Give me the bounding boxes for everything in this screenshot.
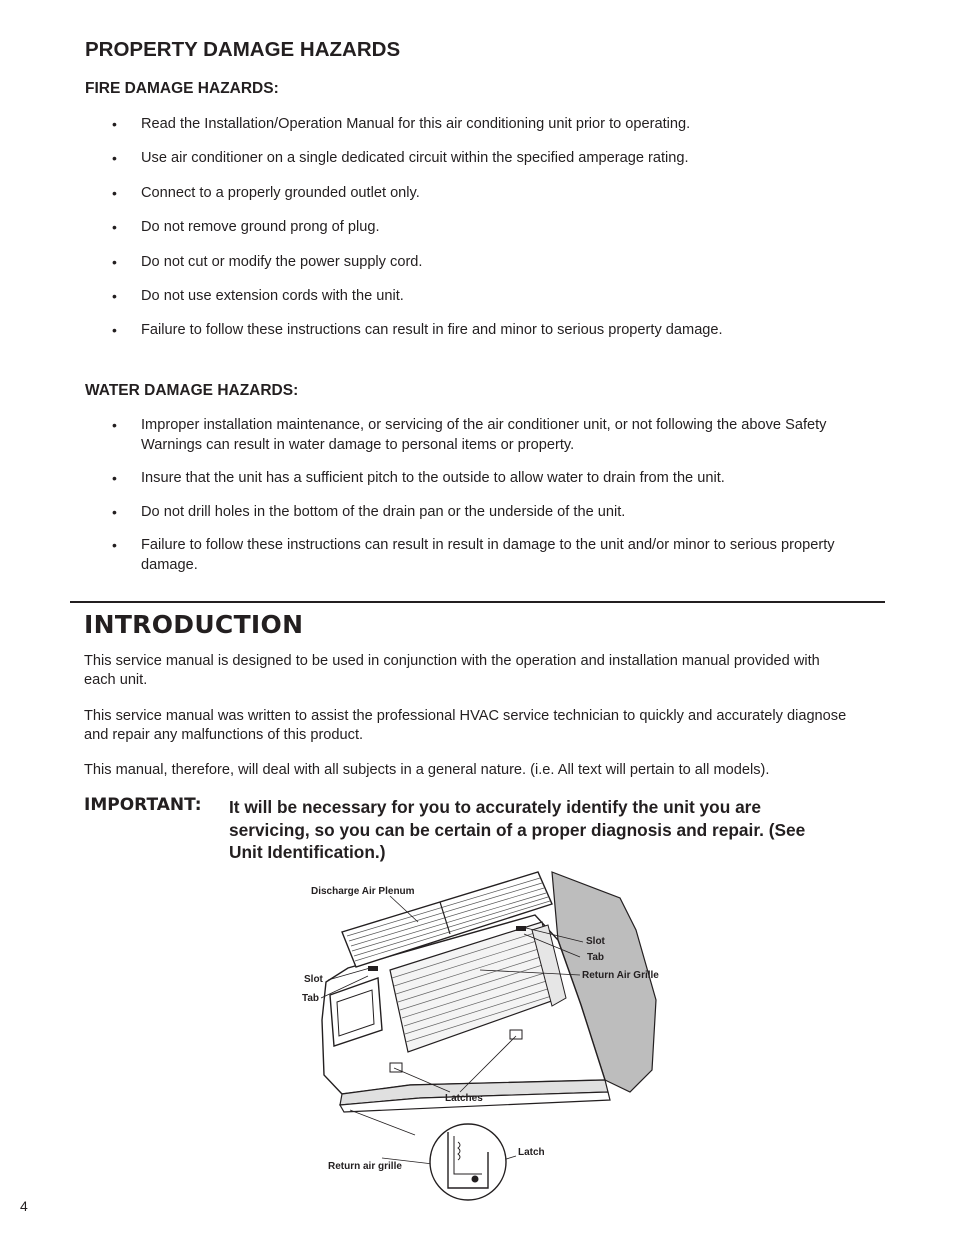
introduction-title: INTRODUCTION bbox=[84, 610, 304, 639]
important-label: IMPORTANT: bbox=[84, 795, 202, 815]
label-latch: Latch bbox=[518, 1147, 545, 1158]
label-discharge-air-plenum: Discharge Air Plenum bbox=[311, 886, 415, 897]
list-item: • Improper installation maintenance, or servicing of the air conditioner unit, or not following the above Safety Warnings can result in water damage to personal items or property. bbox=[112, 416, 852, 455]
label-tab: Tab bbox=[587, 952, 605, 963]
list-item: • Insure that the unit has a sufficient pitch to the outside to allow water to drain from the unit. bbox=[112, 469, 852, 489]
list-item: • Read the Installation/Operation Manual for this air conditioning unit prior to operating. bbox=[112, 115, 852, 135]
list-item: • Connect to a properly grounded outlet only. bbox=[112, 184, 852, 204]
water-hazards-list bbox=[112, 416, 852, 589]
label-return-air-grille: Return Air Grille bbox=[582, 970, 659, 981]
section-divider bbox=[70, 601, 885, 603]
label-return-air-grille-detail: Return air grille bbox=[328, 1161, 402, 1172]
list-item: • Do not remove ground prong of plug. bbox=[112, 218, 852, 238]
intro-paragraph: This service manual is designed to be used in conjunction with the operation and installation manual provided with each unit. bbox=[84, 653, 820, 688]
list-item: • Failure to follow these instructions can result in fire and minor to serious property damage. bbox=[112, 321, 852, 341]
fire-hazards-heading: FIRE DAMAGE HAZARDS: bbox=[85, 80, 279, 97]
unit-grille-diagram bbox=[290, 870, 680, 1205]
page-number: 4 bbox=[20, 1198, 28, 1214]
label-tab: Tab bbox=[302, 993, 320, 1004]
label-slot: Slot bbox=[304, 974, 323, 985]
intro-paragraph: This manual, therefore, will deal with all subjects in a general nature. (i.e. All text will pertain to all models). bbox=[84, 762, 770, 778]
list-item: • Use air conditioner on a single dedicated circuit within the specified amperage rating. bbox=[112, 149, 852, 169]
label-latches: Latches bbox=[445, 1093, 483, 1104]
important-note: It will be necessary for you to accurately identify the unit you are servicing, so you can be certain of a proper diagnosis and repair. (See Unit Identification.) bbox=[229, 797, 806, 862]
water-hazards-heading: WATER DAMAGE HAZARDS: bbox=[85, 382, 299, 399]
label-slot: Slot bbox=[586, 936, 605, 947]
slot-right bbox=[516, 926, 526, 931]
list-item: • Do not use extension cords with the unit. bbox=[112, 287, 852, 307]
fire-hazards-list bbox=[112, 115, 852, 356]
list-item: • Do not cut or modify the power supply cord. bbox=[112, 253, 852, 273]
list-item: • Failure to follow these instructions can result in result in damage to the unit and/or minor to serious property damage. bbox=[112, 536, 852, 575]
page-title: PROPERTY DAMAGE HAZARDS bbox=[85, 38, 401, 61]
list-item: • Do not drill holes in the bottom of the drain pan or the underside of the unit. bbox=[112, 503, 852, 523]
intro-paragraph: This service manual was written to assist the professional HVAC service technician to quickly and accurately diagnose and repair any malfunctions of this product. bbox=[84, 708, 847, 743]
